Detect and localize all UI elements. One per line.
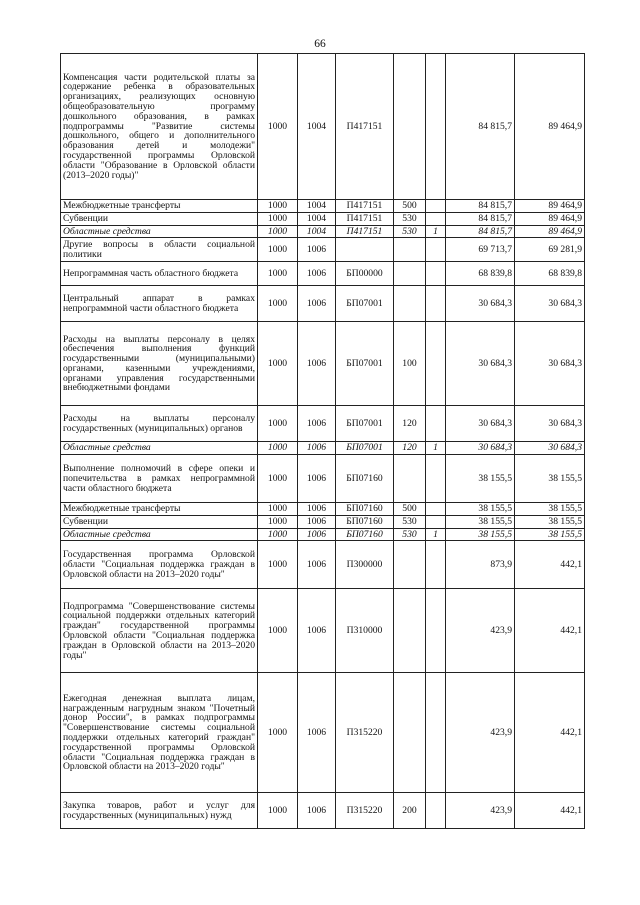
amount-year-1: 84 815,7 xyxy=(446,200,515,213)
subsection-code: 1006 xyxy=(298,528,336,541)
table-row xyxy=(61,225,585,238)
expense-type-code: 530 xyxy=(394,225,426,238)
target-article-code: П417151 xyxy=(336,225,394,238)
amount-year-2: 30 684,3 xyxy=(515,442,585,455)
table-row xyxy=(61,200,585,213)
table-row xyxy=(61,442,585,455)
subsection-code: 1004 xyxy=(298,212,336,225)
amount-year-2: 38 155,5 xyxy=(515,528,585,541)
section-code: 1000 xyxy=(258,589,298,673)
table-row xyxy=(61,262,585,286)
budget-table xyxy=(60,53,585,829)
amount-year-1: 30 684,3 xyxy=(446,442,515,455)
amount-year-2: 68 839,8 xyxy=(515,262,585,286)
source-code xyxy=(426,503,446,516)
expense-type-code xyxy=(394,455,426,503)
source-code xyxy=(426,455,446,503)
subsection-code: 1006 xyxy=(298,262,336,286)
section-code: 1000 xyxy=(258,528,298,541)
subsection-code: 1006 xyxy=(298,673,336,793)
table-row xyxy=(61,515,585,528)
amount-year-2: 89 464,9 xyxy=(515,225,585,238)
expense-type-code: 500 xyxy=(394,200,426,213)
section-code: 1000 xyxy=(258,793,298,829)
item-name: Другие вопросы в области социальной политики xyxy=(61,238,258,262)
item-name: Областные средства xyxy=(61,225,258,238)
target-article-code: БП07001 xyxy=(336,406,394,442)
amount-year-2: 442,1 xyxy=(515,673,585,793)
amount-year-1: 68 839,8 xyxy=(446,262,515,286)
section-code: 1000 xyxy=(258,455,298,503)
amount-year-1: 423,9 xyxy=(446,589,515,673)
amount-year-2: 30 684,3 xyxy=(515,406,585,442)
item-name: Подпрограмма "Совершенствование системы социальной поддержки отдельных категорий граждан" государственной программы Орловской области "Социальная поддержка граждан в Орловской области на 2013–2020 годы" xyxy=(61,589,258,673)
item-name: Межбюджетные трансферты xyxy=(61,200,258,213)
table-row xyxy=(61,212,585,225)
expense-type-code: 500 xyxy=(394,503,426,516)
target-article-code: П300000 xyxy=(336,541,394,589)
section-code: 1000 xyxy=(258,200,298,213)
item-name: Непрограммная часть областного бюджета xyxy=(61,262,258,286)
item-name: Областные средства xyxy=(61,442,258,455)
table-row xyxy=(61,455,585,503)
amount-year-2: 442,1 xyxy=(515,541,585,589)
amount-year-2: 442,1 xyxy=(515,589,585,673)
amount-year-2: 89 464,9 xyxy=(515,212,585,225)
section-code: 1000 xyxy=(258,442,298,455)
subsection-code: 1006 xyxy=(298,541,336,589)
subsection-code: 1006 xyxy=(298,286,336,322)
target-article-code: П315220 xyxy=(336,793,394,829)
item-name: Межбюджетные трансферты xyxy=(61,503,258,516)
target-article-code: П417151 xyxy=(336,200,394,213)
amount-year-2: 89 464,9 xyxy=(515,200,585,213)
source-code xyxy=(426,793,446,829)
table-row xyxy=(61,286,585,322)
section-code: 1000 xyxy=(258,673,298,793)
item-name: Ежегодная денежная выплата лицам, награжденным нагрудным знаком "Почетный донор России", в рамках подпрограммы "Совершенствование системы социальной поддержки отдельных категорий граждан" государственной программы Орловской области "Социальная поддержка граждан в Орловской области на 2013–2020 годы" xyxy=(61,673,258,793)
source-code xyxy=(426,673,446,793)
table-row xyxy=(61,589,585,673)
amount-year-1: 69 713,7 xyxy=(446,238,515,262)
table-row xyxy=(61,673,585,793)
amount-year-2: 89 464,9 xyxy=(515,54,585,200)
item-name: Компенсация части родительской платы за содержание ребенка в образовательных организациях, реализующих основную общеобразовательную программу дошкольного образования, в рамках подпрограммы "Развитие системы дошкольного, общего и дополнительного образования детей и молодежи" государственной программы Орловской области "Образование в Орловской области (2013–2020 годы)" xyxy=(61,54,258,200)
item-name: Областные средства xyxy=(61,528,258,541)
amount-year-1: 84 815,7 xyxy=(446,212,515,225)
expense-type-code xyxy=(394,673,426,793)
expense-type-code: 530 xyxy=(394,515,426,528)
expense-type-code xyxy=(394,589,426,673)
section-code: 1000 xyxy=(258,515,298,528)
source-code xyxy=(426,200,446,213)
subsection-code: 1006 xyxy=(298,793,336,829)
section-code: 1000 xyxy=(258,286,298,322)
target-article-code: БП07001 xyxy=(336,322,394,406)
amount-year-1: 38 155,5 xyxy=(446,528,515,541)
source-code: 1 xyxy=(426,225,446,238)
amount-year-1: 84 815,7 xyxy=(446,54,515,200)
target-article-code: П417151 xyxy=(336,54,394,200)
source-code: 1 xyxy=(426,528,446,541)
amount-year-2: 38 155,5 xyxy=(515,515,585,528)
amount-year-1: 30 684,3 xyxy=(446,286,515,322)
amount-year-1: 873,9 xyxy=(446,541,515,589)
subsection-code: 1006 xyxy=(298,515,336,528)
expense-type-code: 530 xyxy=(394,528,426,541)
source-code xyxy=(426,515,446,528)
target-article-code: БП07160 xyxy=(336,455,394,503)
section-code: 1000 xyxy=(258,212,298,225)
expense-type-code xyxy=(394,54,426,200)
source-code xyxy=(426,286,446,322)
source-code xyxy=(426,406,446,442)
subsection-code: 1006 xyxy=(298,238,336,262)
table-row xyxy=(61,322,585,406)
expense-type-code: 120 xyxy=(394,406,426,442)
source-code xyxy=(426,262,446,286)
source-code xyxy=(426,589,446,673)
section-code: 1000 xyxy=(258,503,298,516)
expense-type-code xyxy=(394,286,426,322)
target-article-code: П417151 xyxy=(336,212,394,225)
amount-year-1: 84 815,7 xyxy=(446,225,515,238)
subsection-code: 1004 xyxy=(298,200,336,213)
amount-year-1: 423,9 xyxy=(446,673,515,793)
target-article-code: БП07160 xyxy=(336,503,394,516)
table-row xyxy=(61,406,585,442)
target-article-code: БП07160 xyxy=(336,528,394,541)
table-row xyxy=(61,54,585,200)
section-code: 1000 xyxy=(258,54,298,200)
source-code xyxy=(426,212,446,225)
source-code xyxy=(426,322,446,406)
subsection-code: 1006 xyxy=(298,322,336,406)
amount-year-2: 442,1 xyxy=(515,793,585,829)
target-article-code: БП07160 xyxy=(336,515,394,528)
subsection-code: 1006 xyxy=(298,455,336,503)
target-article-code: П310000 xyxy=(336,589,394,673)
amount-year-1: 38 155,5 xyxy=(446,503,515,516)
section-code: 1000 xyxy=(258,406,298,442)
table-row xyxy=(61,503,585,516)
amount-year-2: 30 684,3 xyxy=(515,286,585,322)
section-code: 1000 xyxy=(258,225,298,238)
section-code: 1000 xyxy=(258,238,298,262)
item-name: Закупка товаров, работ и услуг для государственных (муниципальных) нужд xyxy=(61,793,258,829)
subsection-code: 1006 xyxy=(298,589,336,673)
table-row xyxy=(61,541,585,589)
subsection-code: 1006 xyxy=(298,503,336,516)
target-article-code: П315220 xyxy=(336,673,394,793)
amount-year-2: 38 155,5 xyxy=(515,455,585,503)
amount-year-1: 30 684,3 xyxy=(446,406,515,442)
item-name: Субвенции xyxy=(61,212,258,225)
target-article-code xyxy=(336,238,394,262)
expense-type-code: 120 xyxy=(394,442,426,455)
expense-type-code: 530 xyxy=(394,212,426,225)
expense-type-code xyxy=(394,541,426,589)
page-number: 66 xyxy=(314,38,326,50)
amount-year-1: 38 155,5 xyxy=(446,515,515,528)
source-code xyxy=(426,238,446,262)
source-code xyxy=(426,541,446,589)
subsection-code: 1004 xyxy=(298,54,336,200)
subsection-code: 1006 xyxy=(298,406,336,442)
item-name: Расходы на выплаты персоналу государственных (муниципальных) органов xyxy=(61,406,258,442)
target-article-code: БП07001 xyxy=(336,442,394,455)
section-code: 1000 xyxy=(258,262,298,286)
source-code xyxy=(426,54,446,200)
subsection-code: 1006 xyxy=(298,442,336,455)
item-name: Государственная программа Орловской области "Социальная поддержка граждан в Орловской области на 2013–2020 годы" xyxy=(61,541,258,589)
amount-year-2: 38 155,5 xyxy=(515,503,585,516)
section-code: 1000 xyxy=(258,541,298,589)
table-row xyxy=(61,238,585,262)
expense-type-code: 200 xyxy=(394,793,426,829)
amount-year-2: 69 281,9 xyxy=(515,238,585,262)
section-code: 1000 xyxy=(258,322,298,406)
target-article-code: БП07001 xyxy=(336,286,394,322)
table-row xyxy=(61,528,585,541)
table-row xyxy=(61,793,585,829)
amount-year-2: 30 684,3 xyxy=(515,322,585,406)
source-code: 1 xyxy=(426,442,446,455)
item-name: Субвенции xyxy=(61,515,258,528)
amount-year-1: 423,9 xyxy=(446,793,515,829)
amount-year-1: 30 684,3 xyxy=(446,322,515,406)
subsection-code: 1004 xyxy=(298,225,336,238)
item-name: Расходы на выплаты персоналу в целях обеспечения выполнения функций государственными (муниципальными) органами, казенными учреждениями, органами управления государственными внебюджетными фондами xyxy=(61,322,258,406)
expense-type-code: 100 xyxy=(394,322,426,406)
target-article-code: БП00000 xyxy=(336,262,394,286)
expense-type-code xyxy=(394,262,426,286)
item-name: Выполнение полномочий в сфере опеки и попечительства в рамках непрограммной части областного бюджета xyxy=(61,455,258,503)
item-name: Центральный аппарат в рамках непрограммной части областного бюджета xyxy=(61,286,258,322)
amount-year-1: 38 155,5 xyxy=(446,455,515,503)
expense-type-code xyxy=(394,238,426,262)
